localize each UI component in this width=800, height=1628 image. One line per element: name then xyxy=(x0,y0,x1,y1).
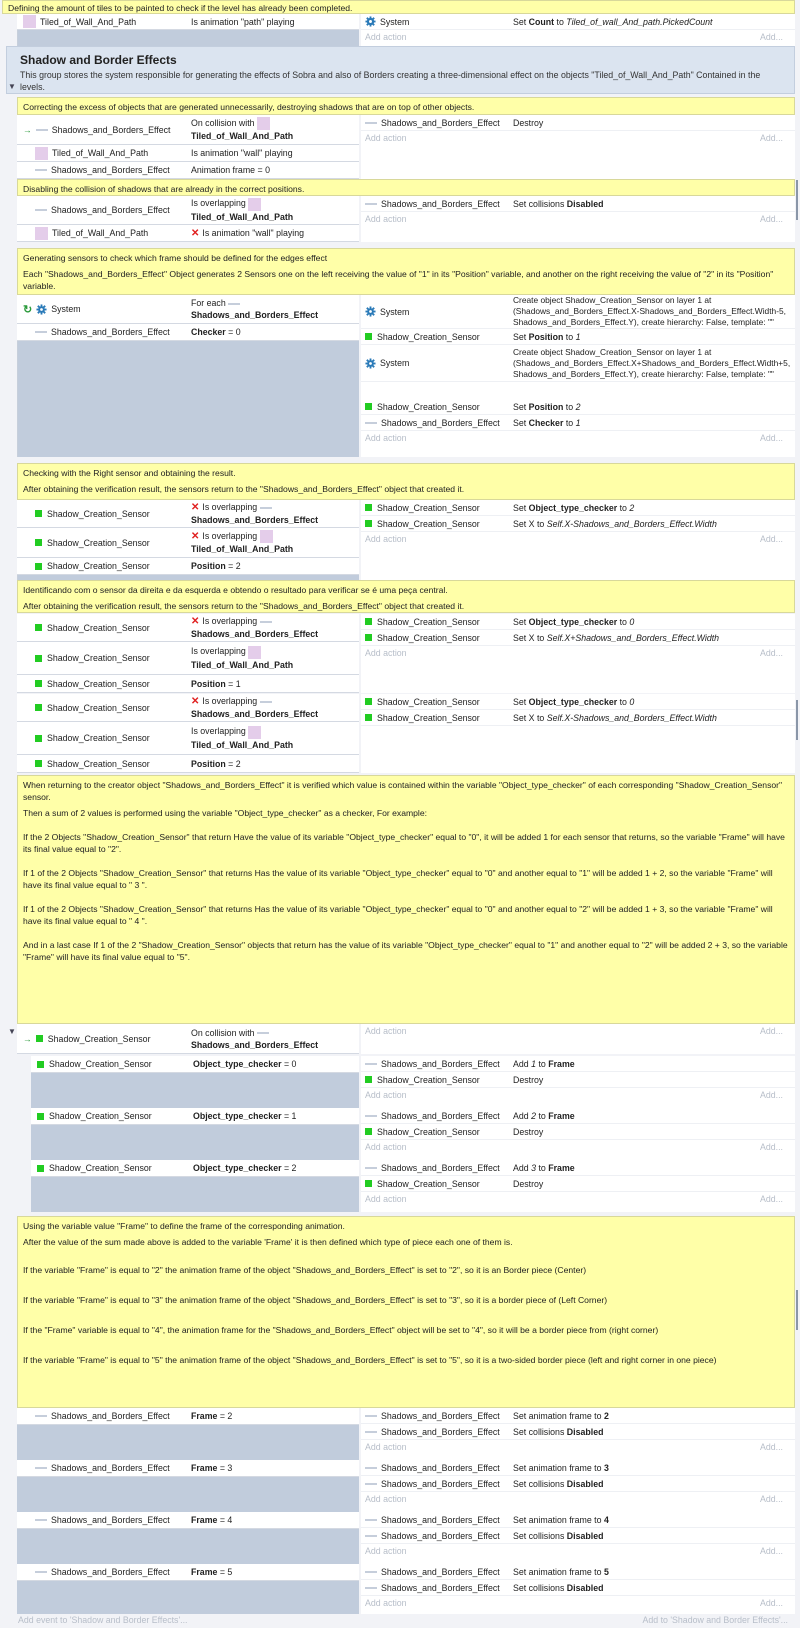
comment[interactable]: Using the variable value "Frame" to define the frame of the corresponding animation. After the value of the sum made above is added to the variable 'Frame' it is then defined which type of piece each one of them is. If the variable "Frame" is equal to "2" the animation frame of the object "Shadows_and_Borders_Effect" is set to "2", so it is an Border piece (Center) If the variable "Frame" is equal to "3" the animation frame of the object "Shadows_and_Borders_Effect" is set to "3", so it is a border piece of (Left Corner) If the "Frame" variable is equal to "4", the animation frame for the "Shadows_and_Borders_Effect" object will be set to "4", so it will be a border piece from (right corner) If the variable "Frame" is equal to "5" the animation frame of the object "Shadows_and_Borders_Effect" is set to "5", so it is a two-sided border piece (left and right corner in one piece) xyxy=(17,1216,795,1408)
event-block[interactable] xyxy=(17,614,795,693)
action-row[interactable]: Shadow_Creation_Sensor Destroy xyxy=(361,1124,795,1140)
tile-icon xyxy=(23,15,36,28)
sensor-icon xyxy=(36,1035,43,1042)
sub-event-block[interactable] xyxy=(17,1160,795,1212)
action-row[interactable]: Shadows_and_Borders_Effect Set Checker to 1 xyxy=(361,415,795,431)
sensor-icon xyxy=(365,1128,372,1135)
sub-event-block[interactable] xyxy=(17,1108,795,1160)
action-row[interactable]: System Set Count to Tiled_of_wall_And_path.PickedCount xyxy=(361,14,795,30)
sensor-icon xyxy=(365,403,372,410)
action-row[interactable]: Shadows_and_Borders_Effect Set animation frame to 2 xyxy=(361,1408,795,1424)
tile-icon xyxy=(257,117,270,130)
sensor-icon xyxy=(37,1165,44,1172)
action-row[interactable]: Shadows_and_Borders_Effect Set collisions Disabled xyxy=(361,1476,795,1492)
condition-row[interactable]: Tiled_of_Wall_And_Path Is animation "path" playing xyxy=(17,14,359,30)
comment[interactable]: Checking with the Right sensor and obtaining the result. After obtaining the verification result, the sensors return to the "Shadows_and_Borders_Effect" object that created it. xyxy=(17,463,795,500)
action-row[interactable]: Shadows_and_Borders_Effect Set collisions Disabled xyxy=(361,1424,795,1440)
sensor-icon xyxy=(365,634,372,641)
condition-row[interactable]: Shadows_and_Borders_Effect Checker = 0 xyxy=(17,324,359,341)
sensor-icon xyxy=(35,735,42,742)
condition-row[interactable]: Shadows_and_Borders_Effect Frame = 2 xyxy=(17,1408,359,1425)
scrollbar[interactable] xyxy=(796,700,798,740)
invert-x-icon: ✕ xyxy=(191,530,200,542)
action-row[interactable]: Shadows_and_Borders_Effect Add 2 to Frame xyxy=(361,1108,795,1124)
action-row[interactable]: Shadow_Creation_Sensor Set Object_type_checker to 2 xyxy=(361,500,795,516)
condition-row[interactable]: Shadow_Creation_Sensor ✕ Is overlapping Shadows_and_Borders_Effect xyxy=(17,614,359,642)
add-action-link[interactable]: Add action Add... xyxy=(365,1442,783,1452)
tile-icon xyxy=(248,646,261,659)
action-row[interactable]: Shadow_Creation_Sensor Destroy xyxy=(361,1176,795,1192)
loop-icon: ↻ xyxy=(23,303,33,316)
add-action-link[interactable]: Add action Add... xyxy=(365,1546,783,1556)
event-block[interactable] xyxy=(17,14,795,46)
collapse-triangle-icon[interactable]: ▼ xyxy=(8,82,16,91)
action-row[interactable]: Shadows_and_Borders_Effect Set animation frame to 3 xyxy=(361,1460,795,1476)
gear-icon xyxy=(365,16,376,27)
tile-icon xyxy=(35,227,48,240)
sensor-icon xyxy=(365,520,372,527)
sensor-icon xyxy=(365,333,372,340)
add-action-link[interactable]: Add action Add... xyxy=(365,1598,783,1608)
sensor-icon xyxy=(35,680,42,687)
condition-row[interactable]: Shadow_Creation_Sensor ✕ Is overlapping Shadows_and_Borders_Effect xyxy=(17,500,359,528)
event-block[interactable] xyxy=(17,500,795,580)
trigger-arrow-icon: → xyxy=(23,124,32,135)
action-row[interactable]: System Create object Shadow_Creation_Sensor on layer 1 at (Shadows_and_Borders_Effect.X+Shadows_and_Borders_Effect.Width+5, Shadows_and_Borders_Effect.Y), create hierarchy: False, template: "" xyxy=(361,345,795,382)
sub-event-block[interactable] xyxy=(17,1056,795,1108)
tile-icon xyxy=(248,198,261,211)
add-action-link[interactable]: Add action Add... xyxy=(365,133,783,143)
action-row[interactable]: System Create object Shadow_Creation_Sensor on layer 1 at (Shadows_and_Borders_Effect.X-Shadows_and_Borders_Effect.Width-5, Shadows_and_Borders_Effect.Y), create hierarchy: False, template: "" xyxy=(361,295,795,329)
add-action-link[interactable]: Add action Add... xyxy=(365,433,783,443)
add-action-link[interactable]: Add action Add... xyxy=(365,1026,783,1036)
add-action-link[interactable]: Add action Add... xyxy=(365,1142,783,1152)
action-row[interactable]: Shadow_Creation_Sensor Set X to Self.X-Shadows_and_Borders_Effect.Width xyxy=(361,710,795,726)
sensor-icon xyxy=(37,1113,44,1120)
action-row[interactable]: Shadows_and_Borders_Effect Set animation frame to 5 xyxy=(361,1564,795,1580)
action-row[interactable]: Shadow_Creation_Sensor Set Object_type_checker to 0 xyxy=(361,694,795,710)
event-block[interactable] xyxy=(17,694,795,773)
condition-row[interactable]: Shadows_and_Borders_Effect Frame = 4 xyxy=(17,1512,359,1529)
action-row[interactable]: Shadows_and_Borders_Effect Add 3 to Frame xyxy=(361,1160,795,1176)
sensor-icon xyxy=(365,504,372,511)
event-block[interactable] xyxy=(17,196,795,242)
tile-icon xyxy=(260,530,273,543)
condition-row[interactable]: Shadow_Creation_Sensor Position = 1 xyxy=(17,675,359,693)
condition-row[interactable]: ↻ System For each Shadows_and_Borders_Effect xyxy=(17,295,359,324)
sensor-icon xyxy=(365,618,372,625)
comment[interactable]: Generating sensors to check which frame should be defined for the edges effect Each "Shadows_and_Borders_Effect" Object generates 2 Sensors one on the left receiving the value of "1" in its "Position" variable, and another on the right receiving the value of "2" in its "Position" variable. xyxy=(17,248,795,295)
event-block[interactable] xyxy=(17,295,795,457)
condition-row[interactable]: Shadow_Creation_Sensor Is overlapping Tiled_of_Wall_And_Path xyxy=(17,722,359,755)
condition-row[interactable]: Shadow_Creation_Sensor Is overlapping Tiled_of_Wall_And_Path xyxy=(17,642,359,675)
sensor-icon xyxy=(365,1180,372,1187)
event-block[interactable] xyxy=(17,1024,795,1054)
action-row[interactable]: Shadow_Creation_Sensor Set Position to 1 xyxy=(361,329,795,345)
condition-row[interactable]: → Shadows_and_Borders_Effect On collision with Tiled_of_Wall_And_Path xyxy=(17,115,359,145)
condition-row[interactable]: Shadows_and_Borders_Effect Frame = 5 xyxy=(17,1564,359,1581)
action-row[interactable]: Shadow_Creation_Sensor Set X to Self.X+Shadows_and_Borders_Effect.Width xyxy=(361,630,795,646)
action-row[interactable]: Shadow_Creation_Sensor Set X to Self.X-Shadows_and_Borders_Effect.Width xyxy=(361,516,795,532)
sensor-icon xyxy=(365,714,372,721)
condition-row[interactable]: Shadow_Creation_Sensor ✕ Is overlapping Shadows_and_Borders_Effect xyxy=(17,694,359,722)
invert-x-icon: ✕ xyxy=(191,696,200,707)
sensor-icon xyxy=(35,624,42,631)
action-row[interactable]: Shadows_and_Borders_Effect Destroy xyxy=(361,115,795,131)
scrollbar[interactable] xyxy=(796,180,798,220)
add-action-link[interactable]: Add action Add... xyxy=(365,1494,783,1504)
action-row[interactable]: Shadows_and_Borders_Effect Set collisions Disabled xyxy=(361,196,795,212)
sensor-icon xyxy=(35,704,42,711)
group-title: Shadow and Border Effects xyxy=(20,53,177,67)
comment[interactable]: Disabling the collision of shadows that are already in the correct positions. xyxy=(17,179,795,196)
collapse-triangle-icon[interactable]: ▼ xyxy=(8,1027,16,1036)
gear-icon xyxy=(365,358,376,369)
condition-row[interactable]: Shadow_Creation_Sensor Object_type_checker = 1 xyxy=(31,1108,359,1125)
sensor-icon xyxy=(35,563,42,570)
action-row[interactable]: Shadow_Creation_Sensor Set Position to 2 xyxy=(361,399,795,415)
add-action-link[interactable]: Add action Add... xyxy=(365,534,783,544)
group-description: This group stores the system responsible for generating the effects of Sobra and also of Borders creating a three-dimensional effect on the objects "Tiled_of_Wall_And_Path" Contained in the levels. xyxy=(20,70,761,92)
sensor-icon xyxy=(35,510,42,517)
sensor-icon xyxy=(365,1076,372,1083)
condition-row[interactable]: Shadow_Creation_Sensor Position = 2 xyxy=(17,755,359,773)
condition-row[interactable]: Shadows_and_Borders_Effect Is overlapping Tiled_of_Wall_And_Path xyxy=(17,196,359,225)
add-action-link[interactable]: Add action Add... xyxy=(365,214,783,224)
tile-icon xyxy=(35,147,48,160)
condition-row[interactable]: Shadows_and_Borders_Effect Animation frame = 0 xyxy=(17,162,359,179)
action-row[interactable]: Shadows_and_Borders_Effect Set collisions Disabled xyxy=(361,1580,795,1596)
comment[interactable]: Correcting the excess of objects that are generated unnecessarily, destroying shadows that are on top of other objects. xyxy=(17,97,795,115)
action-row[interactable]: Shadows_and_Borders_Effect Set collisions Disabled xyxy=(361,1528,795,1544)
invert-x-icon: ✕ xyxy=(191,502,200,513)
condition-row[interactable]: Shadow_Creation_Sensor ✕ Is overlapping Tiled_of_Wall_And_Path xyxy=(17,528,359,558)
add-to-group-link[interactable]: Add to 'Shadow and Border Effects'... xyxy=(642,1615,788,1625)
invert-x-icon: ✕ xyxy=(191,227,200,239)
condition-row[interactable]: Tiled_of_Wall_And_Path ✕ Is animation "wall" playing xyxy=(17,225,359,242)
add-action-link[interactable]: Add action Add... xyxy=(365,1194,783,1204)
event-block[interactable] xyxy=(17,1564,795,1614)
sensor-icon xyxy=(365,698,372,705)
scrollbar[interactable] xyxy=(796,1290,798,1330)
gear-icon xyxy=(36,304,47,315)
comment[interactable]: Defining the amount of tiles to be painted to check if the level has already been completed. xyxy=(2,0,795,14)
action-row[interactable]: Shadow_Creation_Sensor Destroy xyxy=(361,1072,795,1088)
add-event-link[interactable]: Add event to 'Shadow and Border Effects'... xyxy=(18,1615,188,1625)
condition-row[interactable]: Shadow_Creation_Sensor Position = 2 xyxy=(17,558,359,575)
sensor-icon xyxy=(35,760,42,767)
event-block[interactable] xyxy=(17,115,795,179)
add-action-link[interactable]: Add action Add... xyxy=(365,1090,783,1100)
invert-x-icon: ✕ xyxy=(191,616,200,627)
action-row[interactable]: Shadows_and_Borders_Effect Set animation frame to 4 xyxy=(361,1512,795,1528)
event-block[interactable] xyxy=(17,1512,795,1564)
sensor-icon xyxy=(37,1061,44,1068)
tile-icon xyxy=(248,726,261,739)
condition-row[interactable]: Shadow_Creation_Sensor Object_type_checker = 0 xyxy=(31,1056,359,1073)
comment[interactable]: Identificando com o sensor da direita e da esquerda e obtendo o resultado para verificar se é uma peça central. After obtaining the verification result, the sensors return to the "Shadows_and_Borders_Effect" object that created it. xyxy=(17,580,795,613)
condition-row[interactable]: Tiled_of_Wall_And_Path Is animation "wall" playing xyxy=(17,145,359,162)
action-row[interactable]: Shadow_Creation_Sensor Set Object_type_checker to 0 xyxy=(361,614,795,630)
action-row[interactable]: Shadows_and_Borders_Effect Add 1 to Frame xyxy=(361,1056,795,1072)
condition-row[interactable]: Shadows_and_Borders_Effect Frame = 3 xyxy=(17,1460,359,1477)
comment[interactable]: When returning to the creator object "Shadows_and_Borders_Effect" it is verified which value is contained within the variable "Object_type_checker" of each corresponding "Shadow_Creation_Sensor" sensor. Then a sum of 2 values is performed using the variable "Object_type_checker" as a checker, For example: If the 2 Objects "Shadow_Creation_Sensor" that return Have the value of its variable "Object_type_checker" equal to "0", it will be added 1 for each sensor that returns, so the variable "Frame" will have its final value equal to "2". If 1 of the 2 Objects "Shadow_Creation_Sensor" that returns Has the value of its variable "Object_type_checker" equal to "0" and another equal to "1" will be added 1 + 2, so the variable "Frame" will have its final value equal to " 3 ". If 1 of the 2 Objects "Shadow_Creation_Sensor" that returns Has the value of its variable "Object_type_checker" equal to "0" and another equal to "2" will be added 1 + 3, so the variable "Frame" will have its final value equal to " 4 ". And in a last case If 1 of the 2 "Shadow_Creation_Sensor" objects that return has the value of its variable "Object_type_checker" equal to "1" and another equal to "2" will be added 2 + 3, so the variable "Frame" will have its final value equal to "5". xyxy=(17,775,795,1024)
sensor-icon xyxy=(35,655,42,662)
group-header[interactable] xyxy=(6,46,795,94)
add-action-link[interactable]: Add action Add... xyxy=(365,648,783,658)
condition-row[interactable]: → Shadow_Creation_Sensor On collision with Shadows_and_Borders_Effect xyxy=(17,1024,359,1054)
gear-icon xyxy=(365,306,376,317)
event-block[interactable] xyxy=(17,1408,795,1460)
event-block[interactable] xyxy=(17,1460,795,1512)
condition-row[interactable]: Shadow_Creation_Sensor Object_type_checker = 2 xyxy=(31,1160,359,1177)
sensor-icon xyxy=(35,539,42,546)
trigger-arrow-icon: → xyxy=(23,1033,32,1044)
add-action-link[interactable]: Add action Add... xyxy=(365,32,783,42)
